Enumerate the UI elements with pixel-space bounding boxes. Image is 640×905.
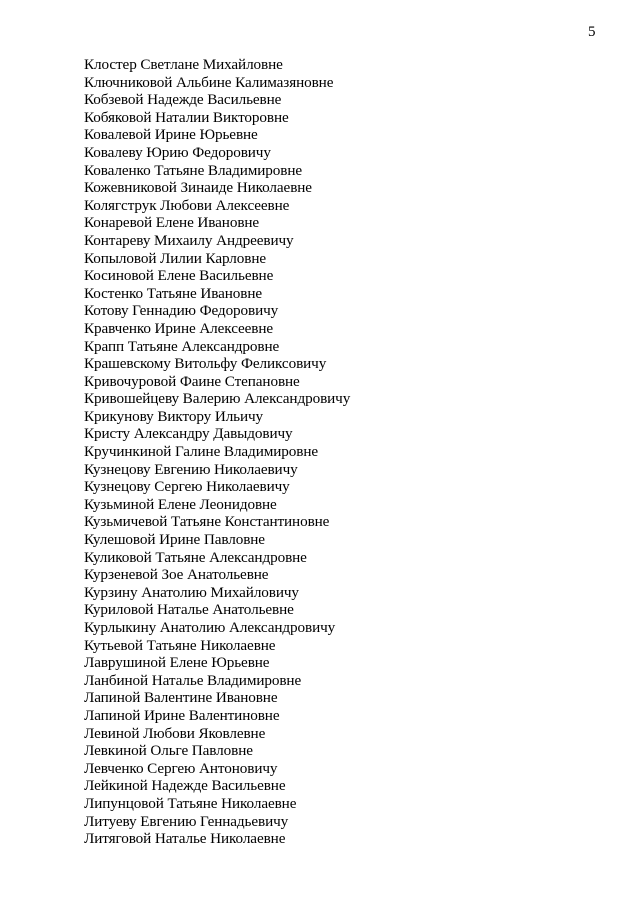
name-entry: Липунцовой Татьяне Николаевне xyxy=(84,794,297,812)
name-entry: Копыловой Лилии Карловне xyxy=(84,249,266,267)
name-entry: Куликовой Татьяне Александровне xyxy=(84,548,307,566)
name-entry: Кручинкиной Галине Владимировне xyxy=(84,443,318,461)
name-entry: Кузнецову Евгению Николаевичу xyxy=(84,460,298,478)
name-entry: Конаревой Елене Ивановне xyxy=(84,214,260,232)
name-entry: Крашевскому Витольфу Феликсовичу xyxy=(84,355,327,373)
name-entry: Костенко Татьяне Ивановне xyxy=(84,284,262,302)
names-list xyxy=(84,56,350,848)
name-entry: Котову Геннадию Федоровичу xyxy=(84,302,279,320)
page-number: 5 xyxy=(588,24,596,40)
name-entry: Ланбиной Наталье Владимировне xyxy=(84,671,302,689)
name-entry: Курзину Анатолию Михайловичу xyxy=(84,583,299,601)
name-entry: Косиновой Елене Васильевне xyxy=(84,267,274,285)
name-entry: Кристу Александру Давыдовичу xyxy=(84,425,293,443)
name-entry: Клостер Светлане Михайловне xyxy=(84,56,283,73)
name-entry: Кобзевой Надежде Васильевне xyxy=(84,91,282,109)
name-entry: Левиной Любови Яковлевне xyxy=(84,724,266,742)
name-entry: Кутьевой Татьяне Николаевне xyxy=(84,636,276,654)
name-entry: Литяговой Наталье Николаевне xyxy=(84,830,286,848)
name-entry: Лапиной Валентине Ивановне xyxy=(84,689,278,707)
name-entry: Ковалевой Ирине Юрьевне xyxy=(84,126,258,144)
name-entry: Левкиной Ольге Павловне xyxy=(84,742,253,760)
name-entry: Кузьминой Елене Леонидовне xyxy=(84,495,277,513)
name-entry: Кривочуровой Фаине Степановне xyxy=(84,372,300,390)
name-entry: Курлыкину Анатолию Александровичу xyxy=(84,619,336,636)
name-entry: Колягструк Любови Алексеевне xyxy=(84,196,290,214)
name-entry: Кравченко Ирине Алексеевне xyxy=(84,319,274,337)
name-entry: Кобяковой Наталии Викторовне xyxy=(84,108,289,126)
name-entry: Кожевниковой Зинаиде Николаевне xyxy=(84,179,312,197)
name-entry: Контареву Михаилу Андреевичу xyxy=(84,231,294,249)
name-entry: Левченко Сергею Антоновичу xyxy=(84,759,278,777)
name-entry: Курзеневой Зое Анатольевне xyxy=(84,566,269,584)
name-entry: Ключниковой Альбине Калимазяновне xyxy=(84,73,334,91)
name-entry: Лаврушиной Елене Юрьевне xyxy=(84,654,270,672)
name-entry: Кулешовой Ирине Павловне xyxy=(84,531,265,549)
name-entry: Коваленко Татьяне Владимировне xyxy=(84,161,302,179)
name-entry: Крикунову Виктору Ильичу xyxy=(84,407,264,425)
name-entry: Лейкиной Надежде Васильевне xyxy=(84,777,286,795)
name-entry: Куриловой Наталье Анатольевне xyxy=(84,601,294,619)
name-entry: Литуеву Евгению Геннадьевичу xyxy=(84,812,289,830)
name-entry: Лапиной Ирине Валентиновне xyxy=(84,706,280,724)
name-entry: Крапп Татьяне Александровне xyxy=(84,337,280,355)
name-entry: Кузнецову Сергею Николаевичу xyxy=(84,478,290,496)
name-entry: Ковалеву Юрию Федоровичу xyxy=(84,143,271,161)
name-entry: Кузьмичевой Татьяне Константиновне xyxy=(84,513,330,531)
name-entry: Кривошейцеву Валерию Александровичу xyxy=(84,390,351,408)
